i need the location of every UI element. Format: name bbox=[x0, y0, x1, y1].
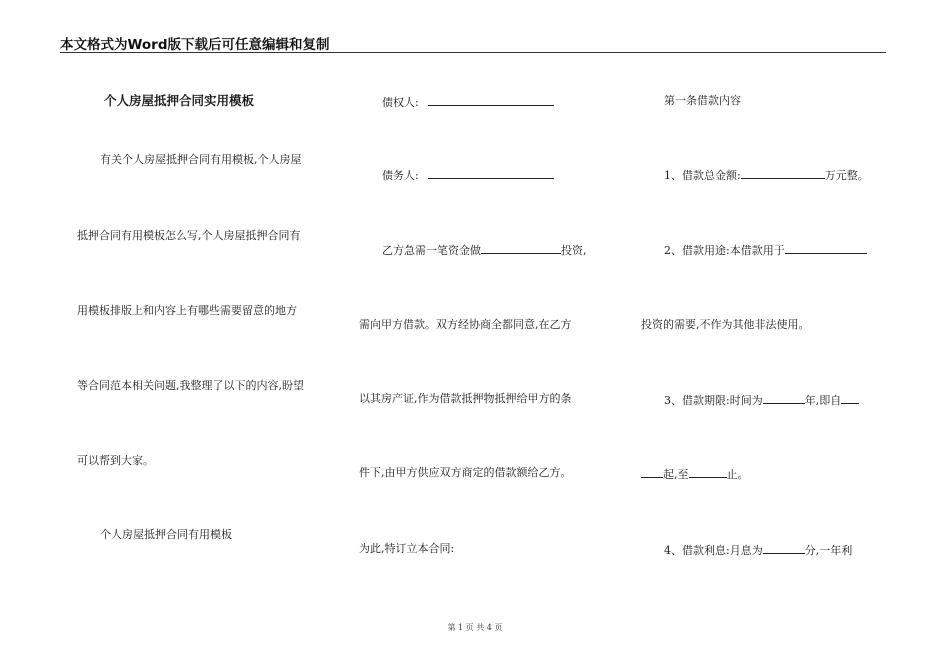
start-date-blank bbox=[641, 466, 663, 478]
interest-suffix: 分,一年利 bbox=[804, 544, 853, 557]
clause-line-4: 需向甲方借款。双方经协商全都同意,在乙方 bbox=[359, 318, 572, 331]
loan-amount-unit: 万元整。 bbox=[824, 169, 869, 182]
banner-divider bbox=[60, 52, 886, 53]
interest-blank bbox=[763, 542, 805, 554]
purpose-text: 乙方急需一笔资金做 bbox=[382, 244, 481, 257]
loan-term-mid: 年,即自 bbox=[804, 394, 842, 407]
clause-line-7: 为此,特订立本合同: bbox=[359, 542, 455, 555]
debtor-line bbox=[382, 167, 554, 183]
document-banner: 本文格式为Word版下载后可任意编辑和复制 bbox=[60, 37, 330, 53]
loan-amount-blank bbox=[741, 167, 825, 179]
purpose-suffix: 投资, bbox=[561, 244, 587, 257]
loan-purpose-blank bbox=[785, 242, 867, 254]
debtor-label: 债务人: bbox=[382, 169, 419, 182]
purpose-line bbox=[382, 242, 587, 258]
article-1-heading: 第一条借款内容 bbox=[664, 94, 741, 107]
loan-term-to: 止。 bbox=[726, 468, 749, 481]
clause-line-5: 以其房产证,作为借款抵押物抵押给甲方的条 bbox=[359, 392, 572, 405]
section-subtitle: 个人房屋抵押合同有用模板 bbox=[100, 528, 232, 541]
intro-line-2: 抵押合同有用模板怎么写,个人房屋抵押合同有 bbox=[77, 229, 301, 242]
intro-line-1: 有关个人房屋抵押合同有用模板,个人房屋 bbox=[100, 153, 302, 166]
purpose-blank bbox=[481, 242, 561, 254]
loan-term-label: 3、借款期限:时间为 bbox=[664, 394, 763, 407]
loan-amount-line bbox=[664, 167, 869, 183]
interest-line bbox=[664, 542, 852, 558]
creditor-line bbox=[382, 94, 554, 110]
clause-line-6: 件下,由甲方供应双方商定的借款额给乙方。 bbox=[359, 466, 572, 479]
interest-label: 4、借款利息:月息为 bbox=[664, 544, 763, 557]
loan-purpose-cont: 投资的需要,不作为其他非法使用。 bbox=[641, 318, 810, 331]
creditor-blank bbox=[428, 94, 554, 106]
intro-line-5: 可以帮到大家。 bbox=[77, 454, 154, 467]
intro-line-3: 用模板排版上和内容上有哪些需要留意的地方 bbox=[77, 304, 297, 317]
loan-term-from: 起,至 bbox=[663, 468, 689, 481]
loan-term-start-blank bbox=[841, 392, 859, 404]
loan-term-range-line bbox=[641, 466, 749, 482]
loan-amount-label: 1、借款总金额: bbox=[664, 169, 741, 182]
loan-purpose-line bbox=[664, 242, 867, 258]
document-title: 个人房屋抵押合同实用模板 bbox=[104, 93, 255, 108]
page-footer: 第 1 页 共 4 页 bbox=[447, 623, 503, 632]
loan-purpose-label: 2、借款用途:本借款用于 bbox=[664, 244, 785, 257]
creditor-label: 债权人: bbox=[382, 96, 419, 109]
intro-line-4: 等合同范本相关问题,我整理了以下的内容,盼望 bbox=[77, 379, 304, 392]
end-date-blank bbox=[689, 466, 727, 478]
loan-term-years-blank bbox=[763, 392, 805, 404]
loan-term-line bbox=[664, 392, 859, 408]
debtor-blank bbox=[428, 167, 554, 179]
